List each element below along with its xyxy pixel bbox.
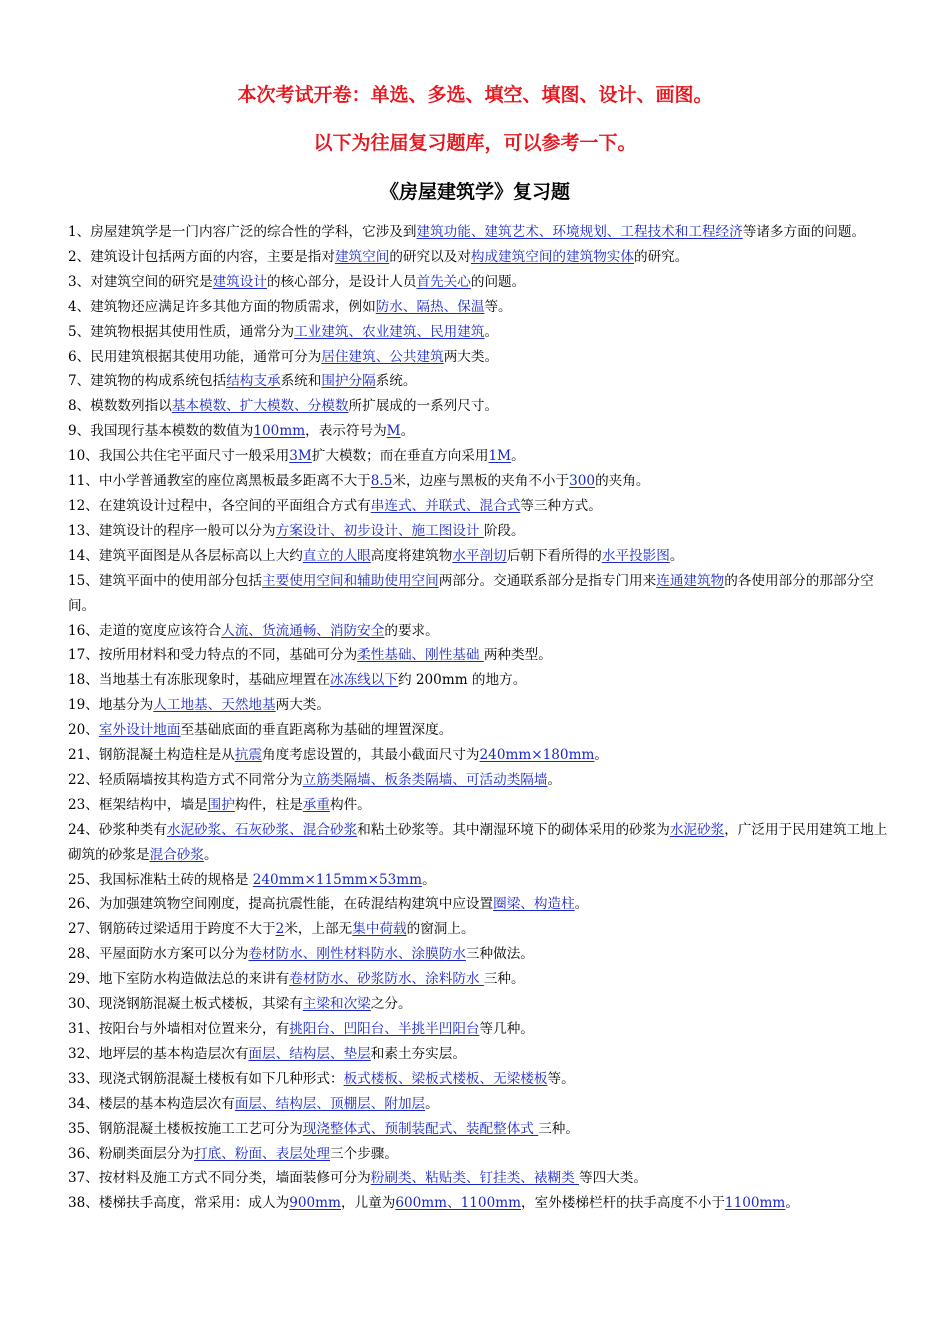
question-text: 。	[574, 896, 589, 913]
question-text: 等诸多方面的问题。	[742, 224, 866, 240]
question-text: 27、钢筋砖过梁适用于跨度不大于	[68, 921, 276, 938]
answer-text: 立筋类隔墙、板条类隔墙、可活动类隔墙	[302, 771, 548, 788]
question-list	[68, 220, 898, 1216]
answer-text: 卷材防水、砂浆防水、涂料防水	[289, 971, 484, 988]
answer-text: 集中荷载	[352, 921, 407, 938]
question-item	[68, 569, 898, 619]
question-item	[68, 270, 898, 295]
answer-text: 圈梁、构造柱	[493, 896, 575, 913]
answer-text: 水平投影图	[601, 547, 670, 564]
answer-text: 人工地基、天然地基	[153, 697, 276, 714]
question-item	[68, 892, 898, 917]
answer-text: 主要使用空间和辅助使用空间	[262, 572, 439, 589]
question-text: 的窗洞上。	[406, 921, 475, 938]
question-text: 35、钢筋混凝土楼板按施工工艺可分为	[68, 1120, 303, 1137]
question-text: 20、	[68, 722, 99, 739]
question-item	[68, 693, 898, 718]
question-item	[68, 494, 898, 519]
question-text: 三种。	[538, 1120, 579, 1137]
question-item	[68, 1191, 898, 1216]
question-item	[68, 519, 898, 544]
answer-text: 2	[275, 921, 285, 938]
question-text: 1、房屋建筑学是一门内容广泛的综合性的学科，它涉及到	[68, 224, 417, 240]
answer-text: 600mm、1100mm	[395, 1195, 522, 1212]
question-item	[68, 768, 898, 793]
answer-text: 直立的人眼	[302, 547, 371, 564]
answer-text: 打底、粉面、表层处理	[194, 1145, 330, 1162]
question-text: 6、民用建筑根据其使用功能，通常可分为	[68, 348, 322, 365]
answer-text: 构成建筑空间的建筑物实体	[470, 248, 634, 265]
answer-text: 方案设计、初步设计、施工图设计	[275, 522, 484, 539]
question-text: 。	[400, 423, 415, 440]
question-item	[68, 419, 898, 444]
answer-text: 承重	[302, 796, 330, 813]
question-text: 三个步骤。	[330, 1145, 398, 1162]
question-item	[68, 544, 898, 569]
question-text: 和素土夯实层。	[370, 1045, 466, 1062]
question-item	[68, 220, 898, 245]
answer-text: 水泥砂浆	[669, 821, 725, 838]
answer-text: 建筑设计	[212, 273, 267, 290]
answer-text: 8.5	[370, 473, 393, 490]
question-text: 。	[547, 771, 562, 788]
answer-text: 人流、货流通畅、消防安全	[221, 622, 385, 639]
question-text: 系统。	[375, 373, 417, 390]
question-text: 14、建筑平面图是从各层标高以上大约	[68, 547, 303, 564]
question-text: 36、粉刷类面层分为	[68, 1145, 195, 1162]
question-text: 等几种。	[479, 1021, 534, 1037]
question-text: 。	[594, 747, 608, 764]
answer-text: 建筑功能、建筑艺术、环境规划、工程技术和工程经济	[416, 224, 743, 240]
question-text: ，表示符号为	[305, 423, 387, 440]
question-item	[68, 619, 898, 644]
answer-text: 结构支承	[226, 373, 281, 390]
question-text: 17、按所用材料和受力特点的不同，基础可分为	[68, 647, 358, 664]
question-text: 两部分。交通联系部分是指专门用来	[438, 572, 657, 589]
question-text: 25、我国标准粘土砖的规格是	[68, 871, 253, 888]
question-item	[68, 917, 898, 942]
question-text: 的各使用部分的那部分空间。	[68, 572, 874, 614]
question-text: 。	[669, 547, 684, 564]
question-item	[68, 1042, 898, 1067]
question-item	[68, 992, 898, 1017]
answer-text: 串连式、并联式、混合式	[370, 497, 521, 514]
question-text: 和粘土砂浆等。其中潮湿环境下的砌体采用的砂浆为	[357, 821, 670, 838]
question-text: 两大类。	[275, 697, 330, 714]
answer-text: 240mm×115mm×53mm	[252, 871, 423, 888]
question-text: 9、我国现行基本模数的数值为	[68, 423, 254, 440]
question-text: 13、建筑设计的程序一般可以分为	[68, 522, 276, 539]
question-text: 。	[511, 448, 525, 465]
answer-text: 挑阳台、凹阳台、半挑半凹阳台	[289, 1021, 480, 1037]
question-text: 22、轻质隔墙按其构造方式不同常分为	[68, 771, 303, 788]
question-text: 的夹角。	[595, 473, 650, 490]
answer-text: 冰冻线以下	[329, 672, 398, 689]
question-text: 24、砂浆种类有	[68, 821, 167, 838]
answer-text: 室外设计地面	[98, 722, 181, 739]
question-text: 26、为加强建筑物空间刚度，提高抗震性能，在砖混结构建筑中应设置	[68, 896, 494, 913]
question-text: 8、模数数列指以	[68, 398, 172, 415]
question-text: 19、地基分为	[68, 697, 154, 714]
question-item	[68, 295, 898, 320]
answer-text: 水泥砂浆、石灰砂浆、混合砂浆	[166, 821, 358, 838]
question-text: 构件。	[329, 796, 371, 813]
answer-text: 工业建筑、农业建筑、民用建筑	[294, 323, 485, 340]
question-text: 的问题。	[470, 273, 526, 290]
question-text: 12、在建筑设计过程中，各空间的平面组合方式有	[68, 497, 371, 514]
answer-text: M	[386, 423, 401, 440]
answer-text: 板式楼板、梁板式楼板、无梁楼板	[343, 1070, 548, 1087]
answer-text: 现浇整体式、预制装配式、装配整体式	[302, 1120, 539, 1137]
answer-text: 建筑空间	[334, 248, 390, 265]
question-text: 所扩展成的一系列尺寸。	[348, 398, 499, 415]
question-text: 。	[785, 1195, 799, 1212]
question-item	[68, 394, 898, 419]
answer-text: 900mm	[289, 1195, 341, 1212]
question-text: ，广泛用于民用建筑工地上砌筑的砂浆是	[68, 821, 888, 863]
question-item	[68, 793, 898, 818]
question-text: 。	[425, 1095, 439, 1112]
question-text: 扩大模数；而在垂直方向采用	[311, 448, 489, 465]
question-text: 33、现浇式钢筋混凝土楼板有如下几种形式：	[68, 1070, 344, 1087]
question-item	[68, 369, 898, 394]
answer-text: 居住建筑、公共建筑	[321, 348, 444, 365]
question-text: 的核心部分，是设计人员	[266, 273, 417, 290]
exam-notice-line-2: 以下为往届复习题库，可以参考一下。	[313, 132, 637, 154]
question-text: ，室外楼梯栏杆的扶手高度不小于	[521, 1195, 725, 1212]
answer-text: 3M	[289, 448, 312, 465]
question-text: 34、楼层的基本构造层次有	[68, 1095, 235, 1112]
answer-text: 防水、隔热、保温	[375, 298, 485, 315]
question-item	[68, 967, 898, 992]
question-text: 两种类型。	[483, 647, 552, 664]
question-text: 等。	[484, 298, 512, 315]
question-text: 。	[203, 846, 218, 863]
answer-text: 面层、结构层、顶棚层、附加层	[234, 1095, 426, 1112]
question-text: 4、建筑物还应满足许多其他方面的物质需求，例如	[68, 298, 376, 315]
question-item	[68, 1142, 898, 1167]
question-text: 31、按阳台与外墙相对位置来分，有	[68, 1021, 290, 1037]
question-text: 等三种方式。	[520, 497, 602, 514]
answer-text: 300	[569, 473, 596, 490]
answer-text: 混合砂浆	[149, 846, 204, 863]
question-text: 构件，柱是	[234, 796, 303, 813]
question-text: 等四大类。	[579, 1170, 647, 1187]
question-item	[68, 1166, 898, 1191]
question-item	[68, 1067, 898, 1092]
question-text: 11、中小学普通教室的座位离黑板最多距离不大于	[68, 473, 371, 490]
question-text: 两大类。	[443, 348, 499, 365]
document-title: 《房屋建筑学》复习题	[379, 181, 570, 203]
question-text: 至基础底面的垂直距离称为基础的埋置深度。	[180, 722, 453, 739]
question-item	[68, 245, 898, 270]
answer-text: 240mm×180mm	[479, 747, 595, 764]
question-item	[68, 743, 898, 768]
answer-text: 主梁和次梁	[302, 996, 371, 1013]
question-text: 三种。	[483, 971, 525, 988]
answer-text: 围护	[207, 796, 235, 813]
question-text: 米，上部无	[284, 921, 353, 938]
question-text: 7、建筑物的构成系统包括	[68, 373, 227, 390]
question-item	[68, 668, 898, 693]
answer-text: 围护分隔	[321, 373, 376, 390]
question-item	[68, 942, 898, 967]
question-text: 21、钢筋混凝土构造柱是从	[68, 747, 235, 764]
question-text: 。	[484, 323, 499, 340]
answer-text: 100mm	[253, 423, 306, 440]
question-item	[68, 469, 898, 494]
question-text: 的要求。	[384, 622, 439, 639]
answer-text: 水平剖切	[452, 547, 507, 564]
question-text: 38、楼梯扶手高度，常采用：成人为	[68, 1195, 290, 1212]
question-text: 米，边座与黑板的夹角不小于	[392, 473, 570, 490]
answer-text: 基本模数、扩大模数、分模数	[171, 398, 349, 415]
question-text: 后朝下看所得的	[506, 547, 602, 564]
answer-text: 连通建筑物	[656, 572, 725, 589]
question-text: ，儿童为	[340, 1195, 396, 1212]
question-text: 之分。	[370, 996, 412, 1013]
question-text: 37、按材料及施工方式不同分类，墙面装修可分为	[68, 1170, 371, 1187]
answer-text: 卷材防水、刚性材料防水、涂膜防水	[248, 946, 466, 963]
question-text: 约 200mm 的地方。	[397, 672, 527, 689]
answer-text: 柔性基础、刚性基础	[357, 647, 484, 664]
question-text: 阶段。	[483, 522, 525, 539]
question-text: 。	[422, 871, 436, 888]
question-text: 23、框架结构中，墙是	[68, 796, 208, 813]
answer-text: 1100mm	[724, 1195, 786, 1212]
question-text: 3、对建筑空间的研究是	[68, 273, 213, 290]
question-item	[68, 868, 898, 893]
question-text: 的研究以及对	[389, 248, 471, 265]
question-item	[68, 444, 898, 469]
question-item	[68, 1092, 898, 1117]
question-text: 15、建筑平面中的使用部分包括	[68, 572, 263, 589]
answer-text: 首先关心	[416, 273, 471, 290]
question-item	[68, 1117, 898, 1142]
question-text: 29、地下室防水构造做法总的来讲有	[68, 971, 290, 988]
question-text: 18、当地基土有冻胀现象时，基础应埋置在	[68, 672, 330, 689]
answer-text: 抗震	[234, 747, 263, 764]
question-text: 16、走道的宽度应该符合	[68, 622, 222, 639]
answer-text: 面层、结构层、垫层	[248, 1045, 371, 1062]
question-text: 30、现浇钢筋混凝土板式楼板，其梁有	[68, 996, 303, 1013]
question-text: 32、地坪层的基本构造层次有	[68, 1045, 249, 1062]
exam-notice-line-1: 本次考试开卷：单选、多选、填空、填图、设计、画图。	[237, 84, 713, 106]
question-text: 系统和	[280, 373, 322, 390]
question-item	[68, 1017, 898, 1042]
question-item	[68, 718, 898, 743]
question-text: 5、建筑物根据其使用性质，通常分为	[68, 323, 295, 340]
question-text: 28、平屋面防水方案可以分为	[68, 946, 249, 963]
question-item	[68, 818, 898, 868]
question-text: 角度考虑设置的，其最小截面尺寸为	[262, 747, 480, 764]
question-text: 的研究。	[634, 248, 689, 265]
question-text: 2、建筑设计包括两方面的内容，主要是指对	[68, 248, 335, 265]
answer-text: 粉刷类、粘贴类、钉挂类、裱糊类	[370, 1170, 579, 1187]
question-text: 高度将建筑物	[370, 547, 453, 564]
question-text: 三种做法。	[465, 946, 534, 963]
question-item	[68, 320, 898, 345]
question-text: 10、我国公共住宅平面尺寸一般采用	[68, 448, 290, 465]
question-item	[68, 643, 898, 668]
answer-text: 1M	[488, 448, 512, 465]
question-text: 等。	[547, 1070, 575, 1087]
question-item	[68, 345, 898, 370]
